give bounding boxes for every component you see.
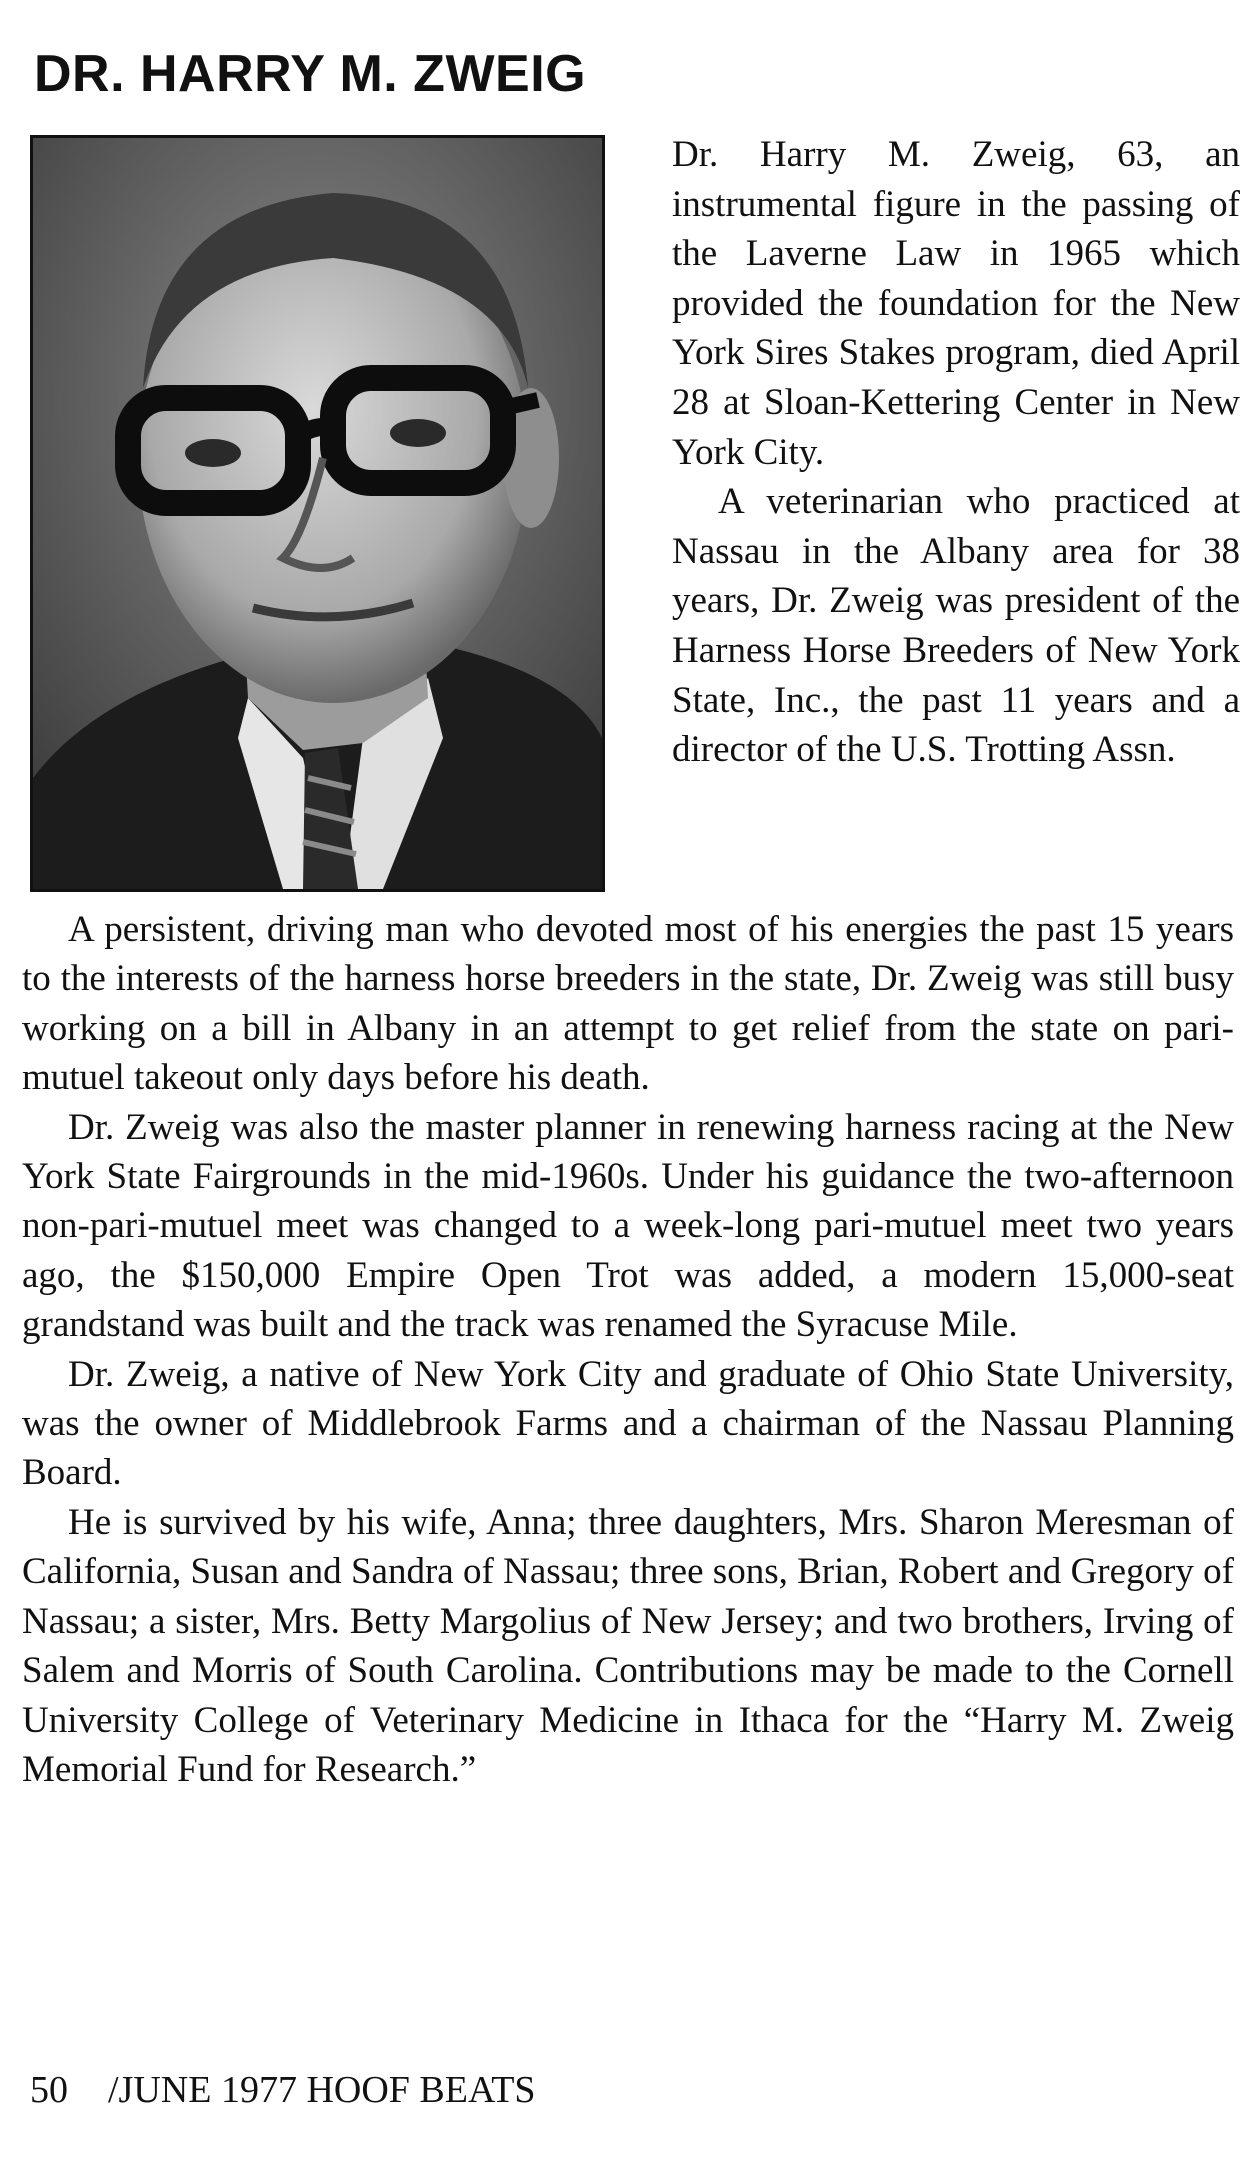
column-text xyxy=(672,130,1240,775)
body-paragraph: A persistent, driving man who devoted most of his energies the past 15 years to the interests of the harness horse breeders in the state, Dr. Zweig was still busy working on a bill in Albany in an attempt to get relief from the state on pari-mutuel takeout only days before his death. xyxy=(22,909,1234,1099)
column-paragraph: Dr. Harry M. Zweig, 63, an instrumental figure in the passing of the Laverne Law in 1965 which provided the foundation for the New York Sires Stakes program, died April 28 at Sloan-Kettering Center in New York City. xyxy=(672,134,1240,473)
page-number: 50 xyxy=(30,2069,68,2111)
portrait-illustration xyxy=(33,138,602,889)
body-paragraph: Dr. Zweig, a native of New York City and graduate of Ohio State University, was the owner of Middlebrook Farms and a chairman of the Nassau Planning Board. xyxy=(22,1353,1234,1494)
article-headline: DR. HARRY M. ZWEIG xyxy=(34,45,587,103)
body-paragraph: He is survived by his wife, Anna; three daughters, Mrs. Sharon Meresman of California, Susan and Sandra of Nassau; three sons, Brian, Robert and Gregory of Nassau; a sister, Mrs. Betty Margolius of New Jersey; and two brothers, Irving of Salem and Morris of South Carolina. Contributions may be made to the Cornell University College of Veterinary Medicine in Ithaca for the “Harry M. Zweig Memorial Fund for Research.” xyxy=(22,1501,1234,1790)
body-paragraph: Dr. Zweig was also the master planner in renewing harness racing at the New York State Fairgrounds in the mid-1960s. Under his guidance the two-afternoon non-pari-mutuel meet was changed to a week-long pari-mutuel meet two years ago, the $150,000 Empire Open Trot was added, a modern 15,000-seat grandstand was built and the track was renamed the Syracuse Mile. xyxy=(22,1106,1234,1346)
portrait-photo xyxy=(30,135,605,892)
article-body xyxy=(22,905,1234,1794)
column-paragraph: A veterinarian who practiced at Nassau in the Albany area for 38 years, Dr. Zweig was president of the Harness Horse Breeders of New York State, Inc., the past 11 years and a director of the U.S. Trotting Assn. xyxy=(672,481,1240,771)
page-footer xyxy=(30,2068,536,2112)
issue-label: /JUNE 1977 HOOF BEATS xyxy=(108,2069,536,2111)
